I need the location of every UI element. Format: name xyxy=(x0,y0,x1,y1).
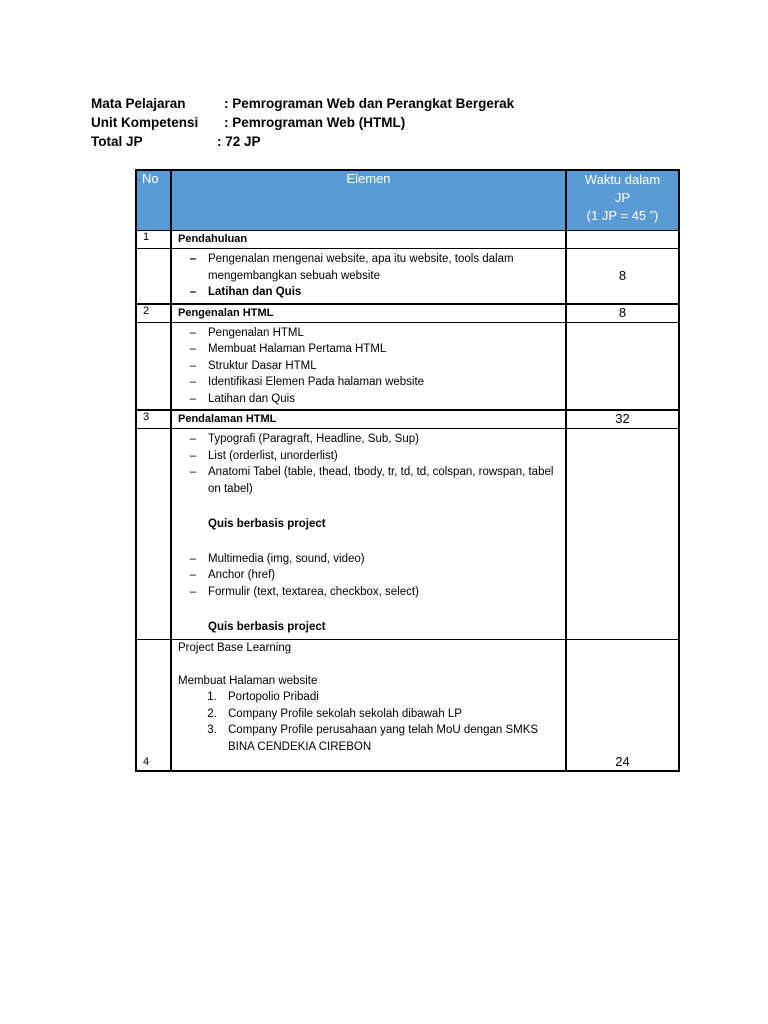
section1-no-empty xyxy=(136,249,171,304)
section1-jp: 8 xyxy=(566,249,679,304)
section3-no-empty xyxy=(136,429,171,640)
section1-items xyxy=(171,249,566,304)
list-item: 2. Company Profile sekolah sekolah dibawah LP xyxy=(220,706,565,723)
list-item: – Anatomi Tabel (table, thead, tbody, tr, td, td, colspan, rowspan, tabel on tabel) xyxy=(178,464,565,497)
header-no: No xyxy=(136,170,171,231)
dash-icon: – xyxy=(189,343,197,355)
header-elemen: Elemen xyxy=(171,170,566,231)
section2-title-row xyxy=(136,304,679,323)
section1-items-row xyxy=(136,249,679,304)
total-value: : 72 JP xyxy=(217,134,261,149)
syllabus-table xyxy=(135,169,680,772)
dash-icon: – xyxy=(189,359,197,372)
dash-icon: – xyxy=(189,286,197,298)
section2-no-empty xyxy=(136,322,171,410)
header-waktu-line2: JP xyxy=(614,190,631,205)
dash-icon: – xyxy=(189,449,197,462)
section2-title: Pengenalan HTML xyxy=(171,304,566,323)
subject-value: : Pemrograman Web dan Perangkat Bergerak xyxy=(224,96,515,111)
meta-row-competency xyxy=(91,113,514,132)
meta-row-total xyxy=(91,132,514,151)
section1-title: Pendahuluan xyxy=(171,231,566,249)
dash-icon: – xyxy=(189,433,197,445)
section2-no: 2 xyxy=(136,304,171,323)
quis-label-1: Quis berbasis project xyxy=(208,517,326,530)
header-waktu-line1: Waktu dalam xyxy=(584,172,661,187)
subject-label: Mata Pelajaran xyxy=(91,96,186,111)
section3-no: 3 xyxy=(136,410,171,429)
section2-items-row xyxy=(136,322,679,410)
section4-row xyxy=(136,640,679,772)
spacer xyxy=(172,602,565,619)
dash-icon: – xyxy=(189,253,197,265)
list-item: – Latihan dan Quis xyxy=(178,391,565,408)
section2-jp: 8 xyxy=(566,304,679,323)
dash-icon: – xyxy=(189,326,197,339)
list-item: 3. Company Profile perusahaan yang telah MoU dengan SMKS BINA CENDEKIA CIREBON xyxy=(220,722,565,755)
spacer xyxy=(172,499,565,516)
section4-title: Project Base Learning xyxy=(178,642,292,654)
section3-title-row xyxy=(136,410,679,429)
list-item: – Latihan dan Quis xyxy=(178,284,565,301)
dash-icon: – xyxy=(189,376,197,388)
list-item: – Typografi (Paragraft, Headline, Sub, Sup) xyxy=(178,431,565,448)
section2-items xyxy=(171,322,566,410)
list-item: – Membuat Halaman Pertama HTML xyxy=(178,341,565,358)
spacer xyxy=(172,656,565,673)
section3-title: Pendalaman HTML xyxy=(171,410,566,429)
list-item: – Pengenalan mengenai website, apa itu website, tools dalam mengembangkan sebuah website xyxy=(178,251,565,284)
list-item: – Multimedia (img, sound, video) xyxy=(178,551,565,568)
section1-title-row xyxy=(136,231,679,249)
section4-no: 4 xyxy=(136,640,171,772)
competency-value: : Pemrograman Web (HTML) xyxy=(224,115,406,130)
list-item: – Anchor (href) xyxy=(178,567,565,584)
section3-items-row xyxy=(136,429,679,640)
section4-jp: 24 xyxy=(566,640,679,772)
competency-label: Unit Kompetensi xyxy=(91,115,199,130)
section4-intro: Membuat Halaman website xyxy=(178,674,318,687)
list-item: – Pengenalan HTML xyxy=(178,325,565,342)
section3-jp: 32 xyxy=(566,410,679,429)
total-label: Total JP xyxy=(91,134,143,149)
section1-jp-empty xyxy=(566,231,679,249)
header-row xyxy=(136,170,679,231)
dash-icon: – xyxy=(189,552,197,565)
section3-items xyxy=(171,429,566,640)
section4-content xyxy=(171,640,566,772)
section1-no: 1 xyxy=(136,231,171,249)
section2-jp-empty xyxy=(566,322,679,410)
list-item: – Struktur Dasar HTML xyxy=(178,358,565,375)
dash-icon: – xyxy=(189,466,197,478)
dash-icon: – xyxy=(189,569,197,581)
spacer xyxy=(172,532,565,549)
quis-label-2: Quis berbasis project xyxy=(208,620,326,633)
header-waktu xyxy=(566,170,679,231)
meta-row-subject xyxy=(91,94,514,113)
document-meta xyxy=(91,94,514,151)
dash-icon: – xyxy=(189,585,197,598)
list-item: – Identifikasi Elemen Pada halaman website xyxy=(178,374,565,391)
list-item: – Formulir (text, textarea, checkbox, select) xyxy=(178,584,565,601)
list-item: – List (orderlist, unorderlist) xyxy=(178,448,565,465)
section3-jp-empty xyxy=(566,429,679,640)
list-item: 1. Portopolio Pribadi xyxy=(220,689,565,706)
dash-icon: – xyxy=(189,392,197,405)
header-waktu-line3: (1 JP = 45 ”) xyxy=(586,208,659,223)
project-list xyxy=(172,689,565,755)
